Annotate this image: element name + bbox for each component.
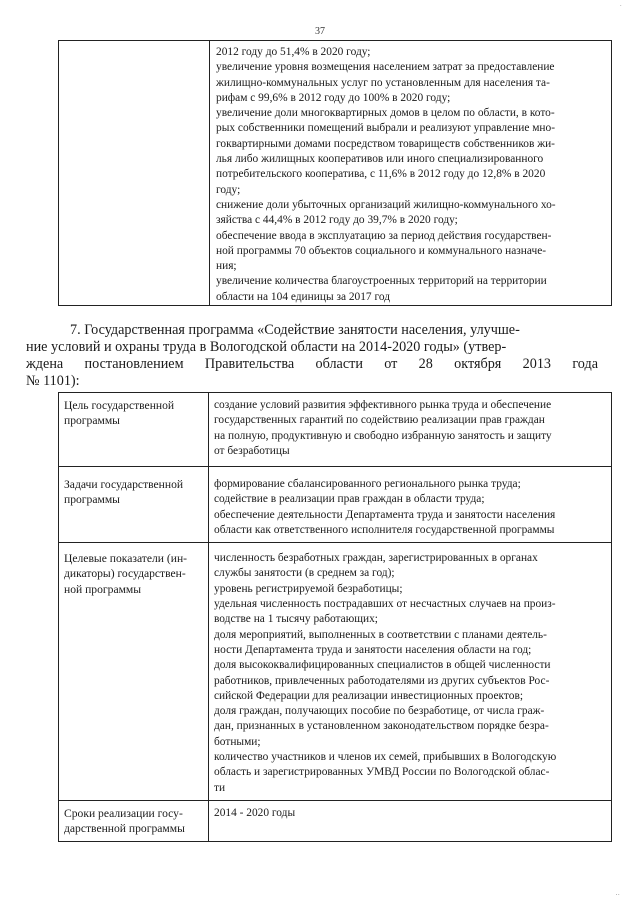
text-line: численность безработных граждан, зарегистрированных в органах (214, 552, 538, 565)
label-line: Задачи государственной (64, 478, 184, 491)
table-column-divider (209, 41, 210, 305)
scan-mark: ·· (615, 891, 620, 899)
text-line: лья либо жилищных кооперативов или иного специализированного (216, 153, 544, 166)
label-line: ной программы (64, 582, 142, 596)
text-line: от безработицы (214, 444, 290, 457)
text-line: ной программы 70 объектов социального и коммунального назначе- (216, 244, 547, 257)
label-line: дикаторы) государствен- (64, 567, 186, 581)
row-label (59, 800, 209, 841)
text-line: количество участников и членов их семей, прибывших в Вологодскую (214, 751, 557, 764)
text-line: году; (216, 183, 241, 196)
text-line: обеспечение ввода в эксплуатацию за период действия государствен- (216, 229, 552, 242)
program-passport-table (58, 392, 612, 842)
text-line: доля граждан, получающих пособие по безработице, от числа граж- (214, 705, 545, 718)
text-line: формирование сбалансированного регионального рынка труда; (214, 478, 521, 490)
table-row (59, 467, 612, 543)
text-line: ния; (216, 260, 237, 273)
text-line: жилищно-коммунальных услуг по установленным для населения та- (216, 76, 550, 89)
label-line: Сроки реализации госу- (64, 806, 183, 820)
text-line: зяйства с 44,4% в 2012 году до 39,7% в 2020 году; (216, 214, 458, 227)
row-content (209, 393, 612, 467)
text-line: гоквартирными домами посредством товариществ собственников жи- (216, 137, 555, 150)
label-line: дарственной программы (64, 822, 185, 836)
text-line: создание условий развития эффективного рынка труда и обеспечение (214, 399, 552, 411)
label-line: программы (64, 493, 120, 507)
text-line: области на 104 единицы за 2017 год (216, 290, 391, 303)
row-label (59, 467, 209, 543)
label-line: Целевые показатели (ин- (64, 552, 188, 566)
text-line: области как ответственного исполнителя государственной программы (214, 523, 555, 536)
text-line: водстве на 1 тысячу работающих; (214, 613, 378, 626)
text-line: уровень регистрируемой безработицы; (214, 582, 403, 595)
row-label (59, 393, 209, 467)
text-line: содействие в реализации прав граждан в области труда; (214, 493, 485, 506)
text-line: работников, привлеченных работодателями из других субъектов Рос- (214, 674, 550, 687)
section-heading (26, 322, 598, 390)
text-line: ности Департамента труда и занятости населения области на год; (214, 643, 532, 656)
page-number: 37 (315, 26, 325, 37)
label-line: Цель государственной (64, 399, 175, 412)
text-line: снижение доли убыточных организаций жилищно-коммунального хо- (216, 198, 556, 211)
text-line: ботными; (214, 735, 261, 748)
heading-line: ние условий и охраны труда в Вологодской области на 2014-2020 годы» (утвер- (26, 339, 507, 355)
table-row (59, 543, 612, 801)
text-line: сийской Федерации для реализации инвестиционных проектов; (214, 689, 523, 702)
text-line: дан, признанных в установленном законодательством порядке безра- (214, 720, 549, 733)
text-line: обеспечение деятельности Департамента труда и занятости населения (214, 508, 556, 521)
text-line: государственных гарантий по содействию реализации прав граждан (214, 414, 545, 427)
text-line: 2014 - 2020 годы (214, 806, 296, 819)
scan-mark: · (619, 2, 622, 10)
table-row (59, 800, 612, 841)
label-line: программы (64, 414, 120, 428)
text-line: 2012 году до 51,4% в 2020 году; (216, 46, 371, 58)
text-line: рых собственники помещений выбрали и реализуют управление мно- (216, 122, 556, 135)
table-row (59, 393, 612, 467)
text-line: службы занятости (в среднем за год); (214, 567, 395, 580)
heading-line: ждена постановлением Правительства области от 28 октября 2013 года (26, 356, 598, 372)
continued-table-content (216, 45, 609, 305)
text-line: увеличение количества благоустроенных территорий на территории (216, 275, 547, 288)
heading-line: № 1101): (26, 373, 80, 389)
text-line: потребительского кооператива, с 11,6% в 2012 году до 12,8% в 2020 (216, 168, 546, 181)
text-line: рифам с 99,6% в 2012 году до 100% в 2020 году; (216, 91, 451, 104)
text-line: доля мероприятий, выполненных в соответствии с планами деятель- (214, 628, 547, 641)
row-content (209, 543, 612, 801)
row-label (59, 543, 209, 801)
text-line: доля высококвалифицированных специалистов в общей численности (214, 659, 551, 672)
text-line: удельная численность пострадавших от несчастных случаев на произ- (214, 598, 556, 611)
row-content (209, 467, 612, 543)
text-line: на полную, продуктивную и свободно избранную занятость и защиту (214, 429, 552, 442)
heading-line: 7. Государственная программа «Содействие занятости населения, улучше- (70, 322, 520, 338)
row-content (209, 800, 612, 841)
text-line: увеличение доли многоквартирных домов в целом по области, в кото- (216, 107, 555, 120)
text-line: увеличение уровня возмещения населением затрат за предоставление (216, 61, 555, 74)
continued-table (58, 40, 612, 306)
text-line: ти (214, 781, 226, 794)
text-line: область и зарегистрированных УМВД России по Вологодской облас- (214, 766, 550, 779)
